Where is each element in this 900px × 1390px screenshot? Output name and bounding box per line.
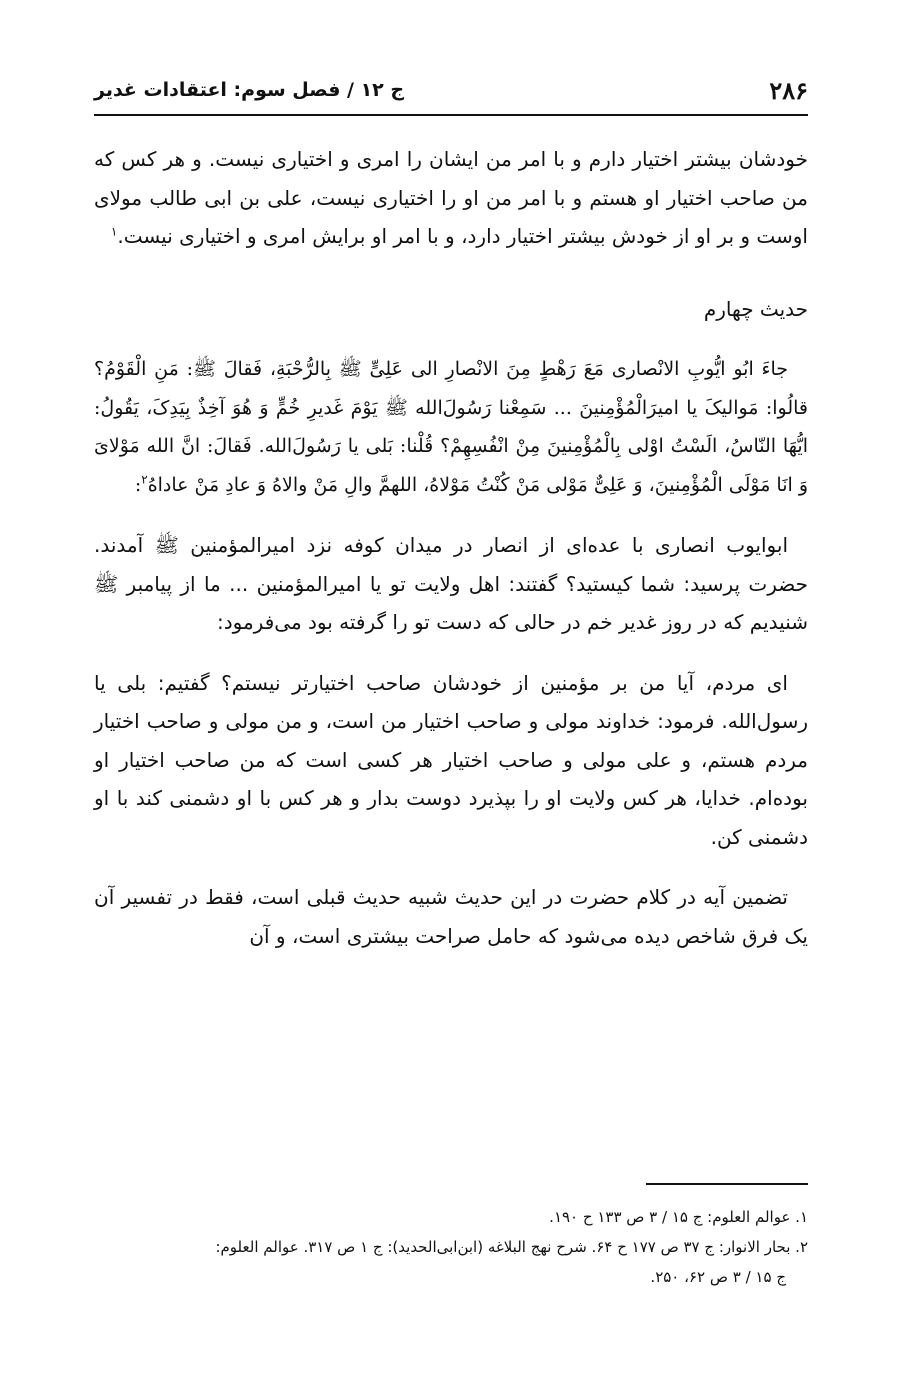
paragraph-continuation [94, 140, 808, 256]
page-number: ۲۸۶ [769, 75, 808, 105]
footnote-divider [646, 1183, 808, 1185]
paragraph-hadith-translation: ای مردم، آیا من بر مؤمنین از خودشان صاحب اختیارتر نیستم؟ گفتیم: بلی یا رسول‌الله. فرمود: خداوند مولی و صاحب اختیار من است، و من مولی و صاحب اختیار مردم هستم، و علی مولی و صاحب اختیار هر کسی است که من صاحب اختیار او بوده‌ام. خدایا، هر کس ولایت او را بپذیرد دوست بدار و هر کس با او دشمنی کند با او دشمنی کن. [94, 670, 808, 849]
quote-text: جاءَ ابُو ایُّوبِ الانْصاری مَعَ رَهْطٍ مِنَ الانْصارِ الی عَلِیٍّ ﷺ بِالرُّحْبَةِ، فَقالَ ﷺ: مَنِ الْقَوْمُ؟ قالُوا: مَوالیکَ یا امیرَالْمُؤْمِنینَ ... سَمِعْنا رَسُولَ‌الله ﷺ یَوْمَ غَدیرِ خُمٍّ وَ هُوَ آخِذٌ بِیَدِکَ، یَقُولُ: ایُّهَا النّاسُ، الَسْتُ اوْلی بِالْمُؤْمِنینَ مِنْ انْفُسِهِمْ؟ قُلْنا: بَلی یا رَسُولَ‌الله. فَقالَ: انَّ الله مَوْلایَ وَ انَا مَوْلَی الْمُؤْمِنینَ، وَ عَلِیٌّ مَوْلی مَنْ کُنْتُ مَوْلاهُ، اللهمَّ والِ مَنْ والاهُ وَ عادِ مَنْ عاداهُ [94, 358, 808, 496]
paragraph-commentary: تضمین آیه در کلام حضرت در این حدیث شبیه حدیث قبلی است، فقط در تفسیر آن یک فرق شاخص دیده می‌شود که حامل صراحت بیشتری است، و آن [94, 885, 808, 948]
quote-end: : [134, 473, 142, 496]
footnotes [94, 1202, 808, 1292]
paragraph-text: خودشان بیشتر اختیار دارم و با امر من ایشان را امری و اختیاری نیست. و هر کس که من صاحب اختیار او هستم و با امر من او را اختیاری نیست، علی بن ابی طالب مولای اوست و بر او از خودش بیشتر اختیار دارد، و با امر او برایش امری و اختیاری نیست. [94, 147, 808, 248]
footnote-ref-2: ۲ [141, 472, 148, 487]
section-heading: حدیث چهارم [703, 296, 808, 321]
footnote-1: ۱. عوالم العلوم: ج ۱۵ / ۳ ص ۱۳۳ ح ۱۹۰. [549, 1208, 808, 1226]
arabic-hadith-quote [94, 350, 808, 504]
footnote-2-line-2: ج ۱۵ / ۳ ص ۶۲، ۲۵۰. [650, 1268, 786, 1286]
paragraph-translation: ابوایوب انصاری با عده‌ای از انصار در میدان کوفه نزد امیرالمؤمنین ﷺ آمدند. حضرت پرسید: شما کیستید؟ گفتند: اهل ولایت تو یا امیرالمؤمنین ... ما از پیامبر ﷺ شنیدیم که در روز غدیر خم در حالی که دست تو را گرفته بود می‌فرمود: [94, 533, 808, 634]
page-header [94, 66, 808, 116]
footnote-2-line-1: ۲. بحار الانوار: ج ۳۷ ص ۱۷۷ ح ۶۴. شرح نهج البلاغه (ابن‌ابی‌الحدید): ج ۱ ص ۳۱۷. عوالم العلوم: [215, 1238, 808, 1256]
main-text [94, 140, 808, 955]
footnote-ref-1: ۱ [110, 224, 118, 239]
running-title: ج ۱۲ / فصل سوم: اعتقادات غدیر [94, 79, 405, 101]
